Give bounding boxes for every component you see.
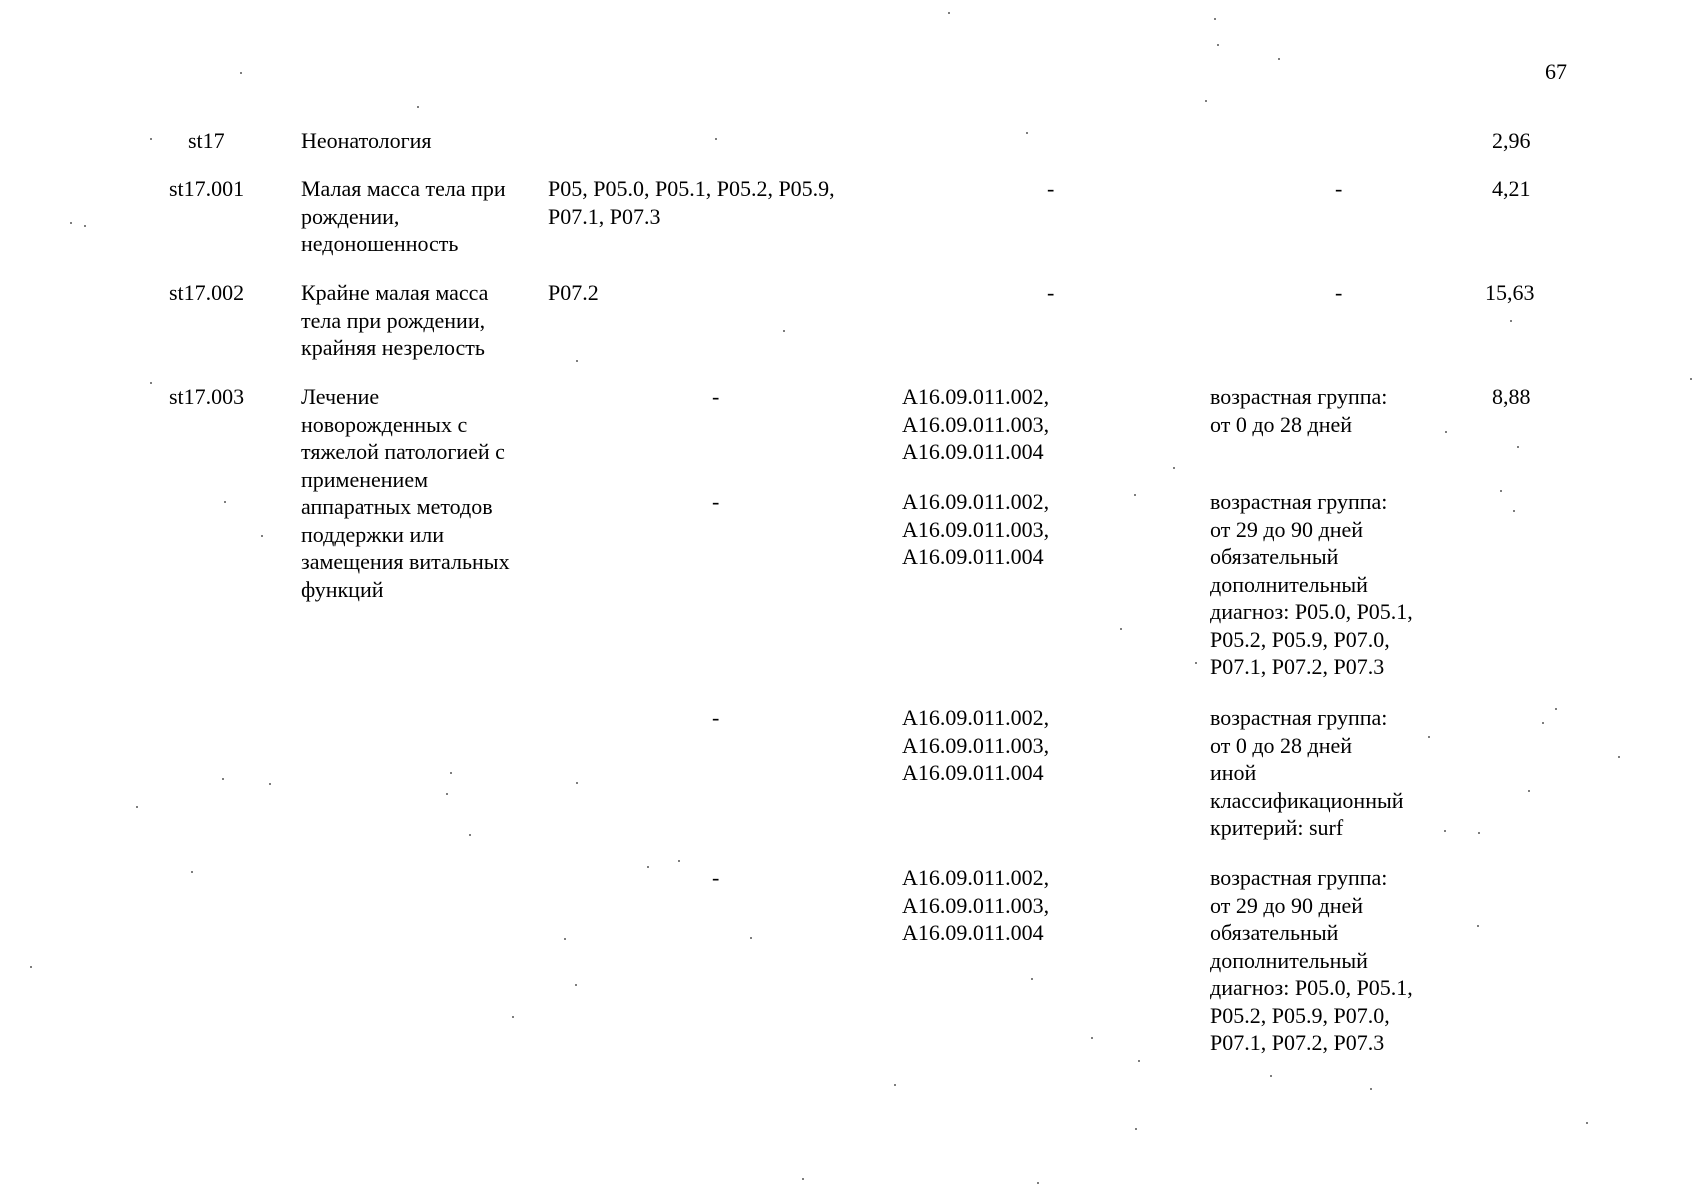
row-coefficient: 15,63 bbox=[1485, 280, 1535, 305]
row-code: st17.003 bbox=[169, 384, 245, 409]
row-coefficient: 8,88 bbox=[1492, 384, 1531, 409]
subrow-services: A16.09.011.002, A16.09.011.003, A16.09.011.004 bbox=[902, 865, 1050, 945]
subrow-criteria: возрастная группа: от 29 до 90 дней обязательный дополнительный диагноз: P05.0, P05.1, P05.2, P05.9, P07.0, P07.1, P07.2, P07.3 bbox=[1210, 489, 1413, 679]
row-diagnoses: P05, P05.0, P05.1, P05.2, P05.9, P07.1, P07.3 bbox=[548, 176, 835, 229]
row-services: - bbox=[1047, 176, 1055, 201]
subrow-services: A16.09.011.002, A16.09.011.003, A16.09.011.004 bbox=[902, 489, 1050, 569]
row-code: st17.002 bbox=[169, 280, 245, 305]
row-name: Неонатология bbox=[301, 128, 432, 153]
subrow-criteria: возрастная группа: от 0 до 28 дней иной классификационный критерий: surf bbox=[1210, 705, 1404, 840]
subrow-criteria: возрастная группа: от 29 до 90 дней обязательный дополнительный диагноз: P05.0, P05.1, P05.2, P05.9, P07.0, P07.1, P07.2, P07.3 bbox=[1210, 865, 1413, 1055]
subrow-services: A16.09.011.002, A16.09.011.003, A16.09.011.004 bbox=[902, 705, 1050, 785]
row-code: st17 bbox=[188, 128, 225, 153]
subrow-criteria: возрастная группа: от 0 до 28 дней bbox=[1210, 384, 1388, 437]
row-criteria: - bbox=[1335, 280, 1343, 305]
page-number: 67 bbox=[1545, 59, 1567, 84]
row-name: Лечение новорожденных с тяжелой патологией с применением аппаратных методов поддержки или замещения витальных функций bbox=[301, 384, 510, 602]
row-coefficient: 4,21 bbox=[1492, 176, 1531, 201]
row-name: Крайне малая масса тела при рождении, крайняя незрелость bbox=[301, 280, 489, 360]
row-coefficient: 2,96 bbox=[1492, 128, 1531, 153]
subrow-diagnoses: - bbox=[712, 384, 720, 409]
row-diagnoses: P07.2 bbox=[548, 280, 599, 305]
row-criteria: - bbox=[1335, 176, 1343, 201]
subrow-services: A16.09.011.002, A16.09.011.003, A16.09.011.004 bbox=[902, 384, 1050, 464]
subrow-diagnoses: - bbox=[712, 705, 720, 730]
row-code: st17.001 bbox=[169, 176, 245, 201]
row-services: - bbox=[1047, 280, 1055, 305]
row-name: Малая масса тела при рождении, недоношенность bbox=[301, 176, 506, 256]
subrow-diagnoses: - bbox=[712, 489, 720, 514]
subrow-diagnoses: - bbox=[712, 865, 720, 890]
